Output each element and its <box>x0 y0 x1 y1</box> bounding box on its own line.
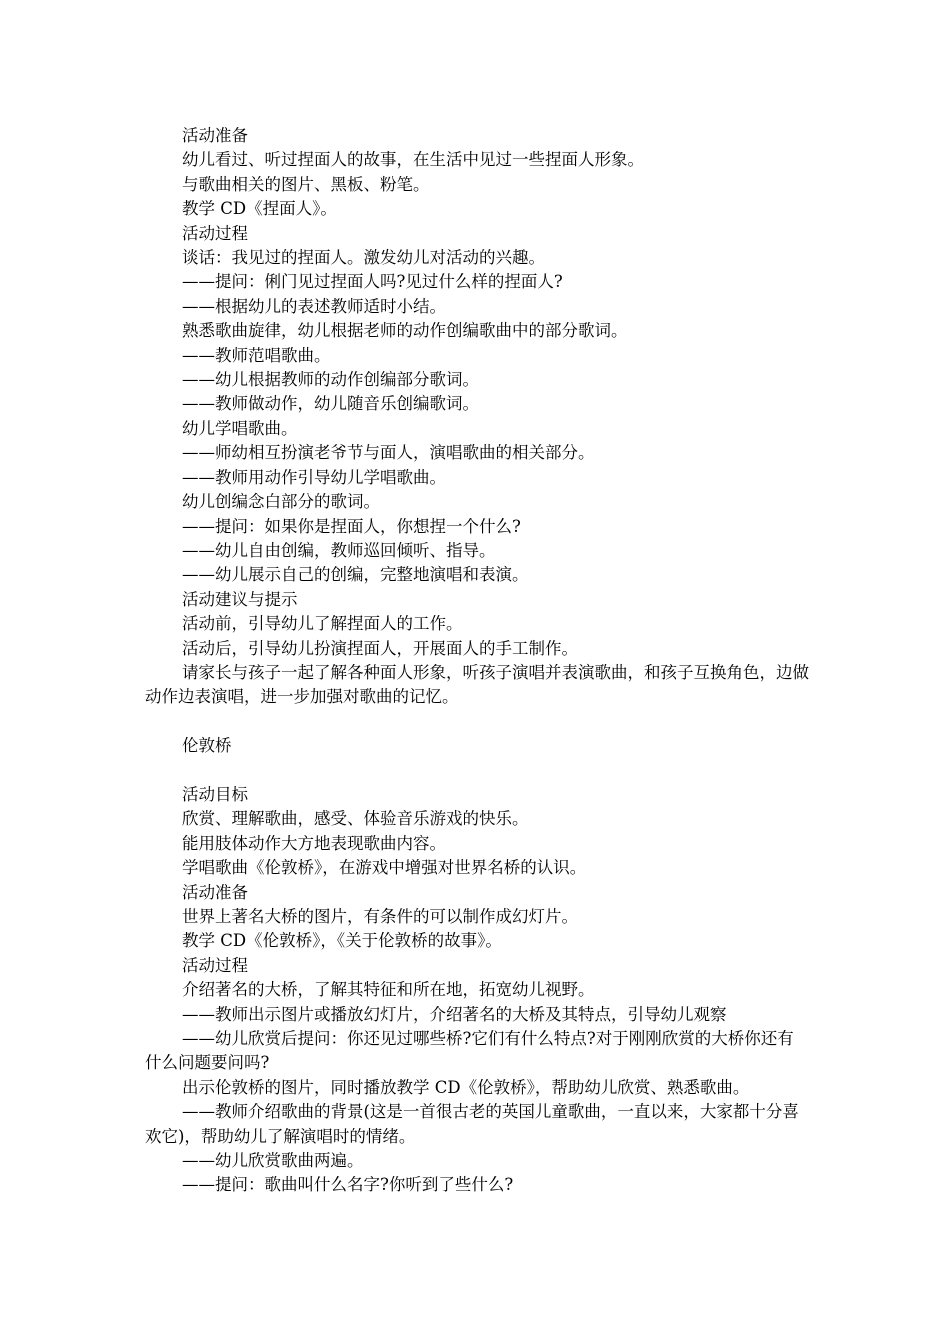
paragraph: ——幼儿欣赏歌曲两遍。 <box>182 1151 364 1171</box>
paragraph: ——教师用动作引导幼儿学唱歌曲。 <box>182 467 446 487</box>
paragraph: 世界上著名大桥的图片，有条件的可以制作成幻灯片。 <box>182 906 578 926</box>
paragraph: 幼儿看过、听过捏面人的故事，在生活中见过一些捏面人形象。 <box>182 150 644 170</box>
paragraph: ——教师介绍歌曲的背景(这是一首很古老的英国儿童歌曲，一直以来，大家都十分喜欢它)，帮助幼儿了解演唱时的情绪。 <box>145 1102 799 1146</box>
paragraph: ——幼儿欣赏后提问：你还见过哪些桥?它们有什么特点?对于刚刚欣赏的大桥你还有什么问题要问吗? <box>145 1029 794 1073</box>
heading-activity-process: 活动过程 <box>182 955 248 975</box>
paragraph: 活动前，引导幼儿了解捏面人的工作。 <box>182 614 463 634</box>
heading-activity-preparation: 活动准备 <box>182 882 248 902</box>
document-body <box>145 124 810 1198</box>
paragraph: ——幼儿根据教师的动作创编部分歌词。 <box>182 370 479 390</box>
paragraph: ——教师做动作，幼儿随音乐创编歌词。 <box>182 394 479 414</box>
section-nie-mian-ren <box>145 124 810 710</box>
paragraph: 介绍著名的大桥，了解其特征和所在地，拓宽幼儿视野。 <box>182 980 595 1000</box>
heading-activity-suggestions: 活动建议与提示 <box>182 589 298 609</box>
paragraph: ——教师出示图片或播放幻灯片，介绍著名的大桥及其特点，引导幼儿观察 <box>182 1004 727 1024</box>
paragraph: 欣赏、理解歌曲，感受、体验音乐游戏的快乐。 <box>182 809 529 829</box>
paragraph: ——幼儿自由创编，教师巡回倾听、指导。 <box>182 540 496 560</box>
heading-activity-process: 活动过程 <box>182 223 248 243</box>
paragraph: ——根据幼儿的表述教师适时小结。 <box>182 296 446 316</box>
paragraph: 请家长与孩子一起了解各种面人形象，听孩子演唱并表演歌曲，和孩子互换角色，边做动作边表演唱，进一步加强对歌曲的记忆。 <box>145 662 809 707</box>
section-london-bridge <box>145 783 810 1198</box>
heading-activity-goals: 活动目标 <box>182 784 248 804</box>
paragraph: 能用肢体动作大方地表现歌曲内容。 <box>182 833 446 853</box>
section-title: 伦敦桥 <box>182 736 232 756</box>
paragraph: ——提问：如果你是捏面人，你想捏一个什么? <box>182 516 521 536</box>
heading-activity-preparation: 活动准备 <box>182 126 248 145</box>
paragraph: 教学 CD《伦敦桥》，《关于伦敦桥的故事》。 <box>182 931 502 951</box>
blank-line <box>145 759 810 783</box>
paragraph: ——提问：歌曲叫什么名字?你听到了些什么? <box>182 1175 514 1195</box>
paragraph: 熟悉歌曲旋律，幼儿根据老师的动作创编歌曲中的部分歌词。 <box>182 321 628 341</box>
paragraph: 教学 CD《捏面人》。 <box>182 199 337 219</box>
blank-line <box>145 710 810 734</box>
paragraph: 与歌曲相关的图片、黑板、粉笔。 <box>182 174 430 194</box>
paragraph: 出示伦敦桥的图片，同时播放教学 CD《伦敦桥》，帮助幼儿欣赏、熟悉歌曲。 <box>182 1077 750 1097</box>
paragraph: 谈话：我见过的捏面人。激发幼儿对活动的兴趣。 <box>182 248 545 268</box>
paragraph: ——教师范唱歌曲。 <box>182 345 331 365</box>
paragraph: ——幼儿展示自己的创编，完整地演唱和表演。 <box>182 565 529 585</box>
paragraph: 幼儿创编念白部分的歌词。 <box>182 492 380 512</box>
paragraph: ——师幼相互扮演老爷节与面人，演唱歌曲的相关部分。 <box>182 443 595 463</box>
paragraph: 活动后，引导幼儿扮演捏面人，开展面人的手工制作。 <box>182 638 578 658</box>
paragraph: ——提问：俐门见过捏面人吗?见过什么样的捏面人? <box>182 272 563 292</box>
paragraph: 幼儿学唱歌曲。 <box>182 418 298 438</box>
paragraph: 学唱歌曲《伦敦桥》，在游戏中增强对世界名桥的认识。 <box>182 858 587 878</box>
